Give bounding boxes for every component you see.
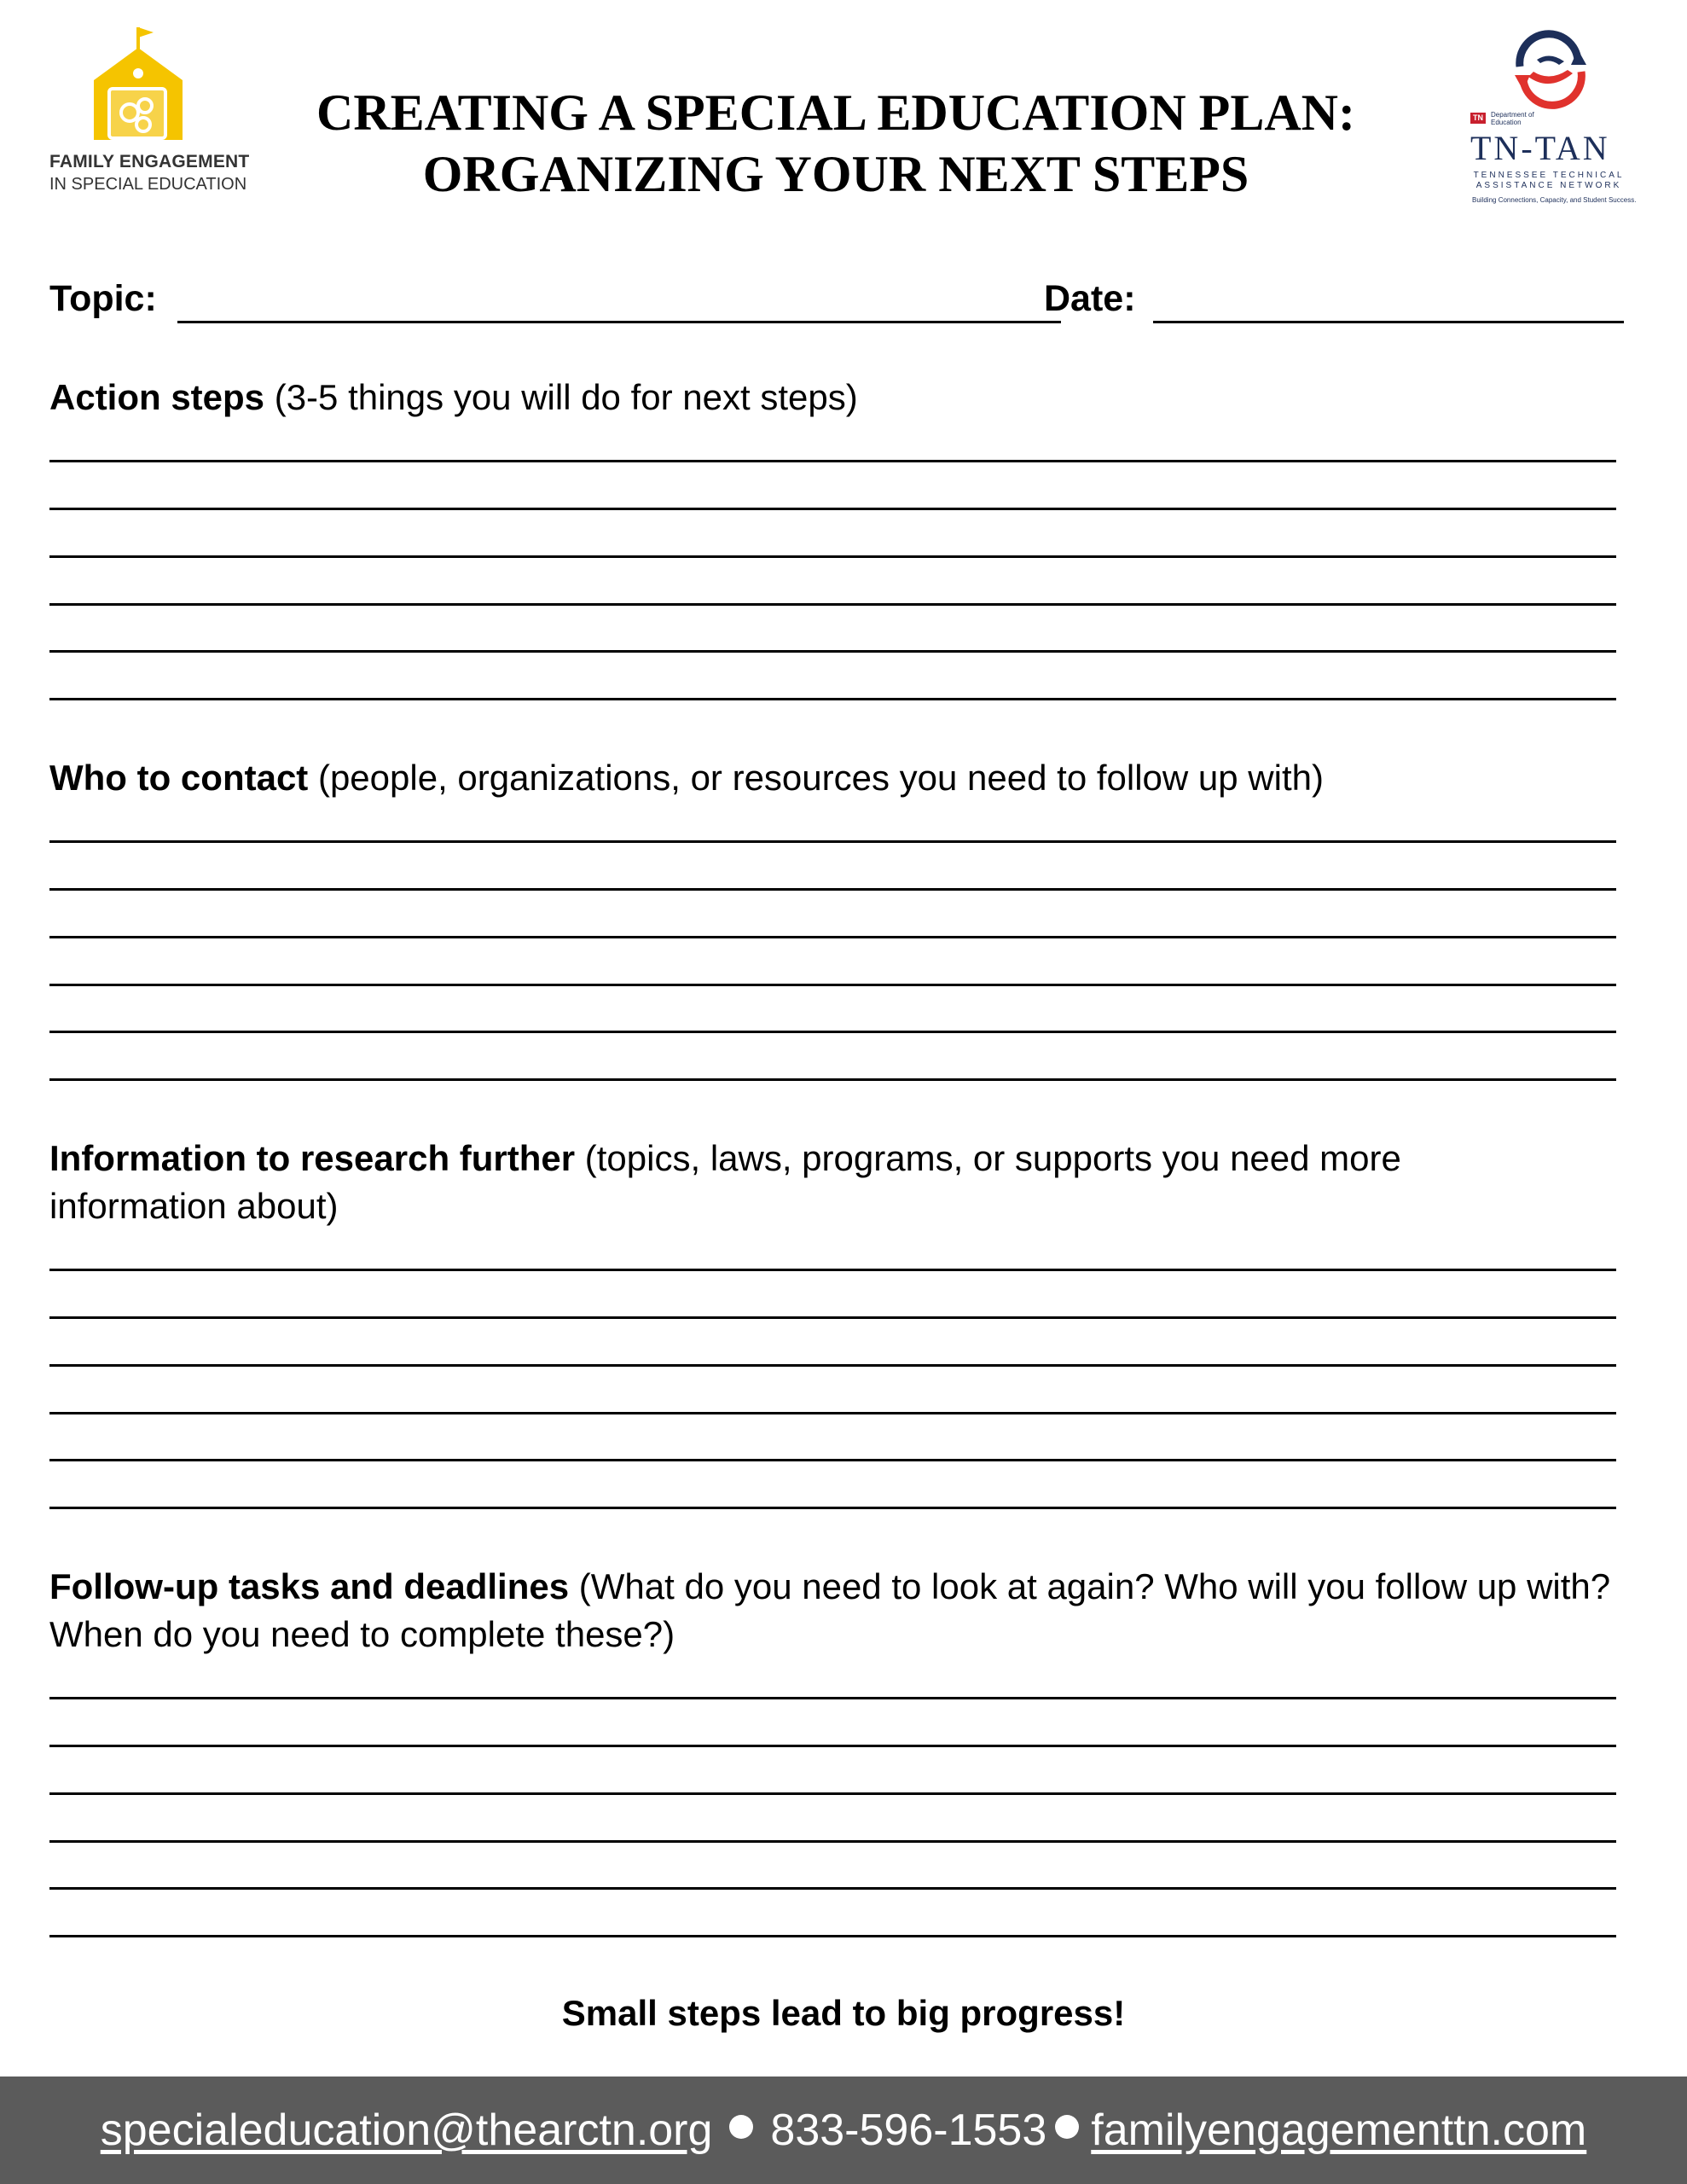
section-heading-bold: Information to research further — [49, 1138, 576, 1178]
section-heading-text: (3-5 things you will do for next steps) — [264, 377, 858, 417]
writing-line[interactable] — [49, 1697, 1616, 1699]
section-heading-bold: Who to contact — [49, 758, 309, 798]
section-heading — [49, 1135, 1585, 1230]
circular-arrow-hands-icon — [1503, 26, 1597, 111]
phone-number: 833-596-1553 — [770, 2106, 1047, 2155]
date-label: Date: — [1044, 278, 1136, 319]
tn-badge: TN — [1470, 113, 1486, 124]
writing-line[interactable] — [49, 888, 1616, 891]
logo-name-line1: FAMILY ENGAGEMENT — [49, 152, 250, 171]
writing-line[interactable] — [49, 1792, 1616, 1795]
section-heading-bold: Action steps — [49, 377, 265, 417]
writing-line[interactable] — [49, 1935, 1616, 1937]
section-heading-text: (What do you need to look at again? Who will you follow up with? When do you need to complete these?) — [49, 1566, 1611, 1654]
writing-line[interactable] — [49, 1887, 1616, 1890]
section-follow-up — [49, 1563, 1644, 1658]
writing-line[interactable] — [49, 936, 1616, 938]
writing-line[interactable] — [49, 1507, 1616, 1509]
tn-tan-subtitle-line1: TENNESSEE TECHNICAL — [1473, 171, 1625, 180]
writing-line[interactable] — [49, 1316, 1616, 1319]
writing-line[interactable] — [49, 1840, 1616, 1843]
tn-tan-tagline: Building Connections, Capacity, and Student Success. — [1472, 196, 1637, 204]
bullet-dot — [1055, 2115, 1079, 2139]
writing-line[interactable] — [49, 698, 1616, 700]
topic-label: Topic: — [49, 278, 157, 319]
writing-line[interactable] — [49, 1412, 1616, 1414]
tn-tan-subtitle — [1472, 171, 1626, 191]
writing-line[interactable] — [49, 1031, 1616, 1033]
section-heading-text: (people, organizations, or resources you need to follow up with) — [308, 758, 1324, 798]
title-line1: CREATING A SPECIAL EDUCATION PLAN: — [316, 84, 1355, 141]
tn-tan-logo — [1460, 26, 1637, 222]
tn-badge-text: Department of Education — [1491, 111, 1534, 126]
topic-field[interactable] — [177, 321, 1061, 323]
topic-date-row — [49, 278, 1623, 329]
writing-line[interactable] — [49, 1459, 1616, 1461]
writing-line[interactable] — [49, 650, 1616, 653]
section-research — [49, 1135, 1585, 1230]
writing-line[interactable] — [49, 1364, 1616, 1367]
motto: Small steps lead to big progress! — [561, 1993, 1126, 2033]
section-heading-bold: Follow-up tasks and deadlines — [49, 1566, 570, 1606]
tn-tan-brand: TN-TAN — [1470, 129, 1610, 167]
writing-line[interactable] — [49, 1078, 1616, 1081]
writing-line[interactable] — [49, 984, 1616, 986]
writing-line[interactable] — [49, 603, 1616, 606]
writing-line[interactable] — [49, 555, 1616, 558]
writing-line[interactable] — [49, 508, 1616, 510]
section-heading-text: (topics, laws, programs, or supports you need more information about) — [49, 1138, 1401, 1226]
section-heading — [49, 374, 1636, 421]
logo-name-line2: IN SPECIAL EDUCATION — [49, 175, 247, 194]
website-link[interactable]: familyengagementtn.com — [1091, 2106, 1587, 2155]
writing-line[interactable] — [49, 1269, 1616, 1271]
title-line2: ORGANIZING YOUR NEXT STEPS — [422, 146, 1249, 202]
section-action-steps — [49, 374, 1636, 421]
writing-line[interactable] — [49, 1745, 1616, 1747]
writing-line[interactable] — [49, 460, 1616, 462]
tn-tan-subtitle-line2: ASSISTANCE NETWORK — [1475, 181, 1622, 190]
family-engagement-logo — [48, 24, 252, 203]
footer-bar — [0, 2077, 1687, 2184]
bullet-dot — [729, 2115, 753, 2139]
schoolhouse-icon — [89, 24, 191, 143]
date-field[interactable] — [1153, 321, 1624, 323]
section-heading — [49, 754, 1636, 802]
section-heading — [49, 1563, 1644, 1658]
writing-line[interactable] — [49, 840, 1616, 843]
page-title — [256, 82, 1416, 205]
email-link[interactable]: specialeducation@thearctn.org — [100, 2106, 713, 2155]
section-who-to-contact — [49, 754, 1636, 802]
